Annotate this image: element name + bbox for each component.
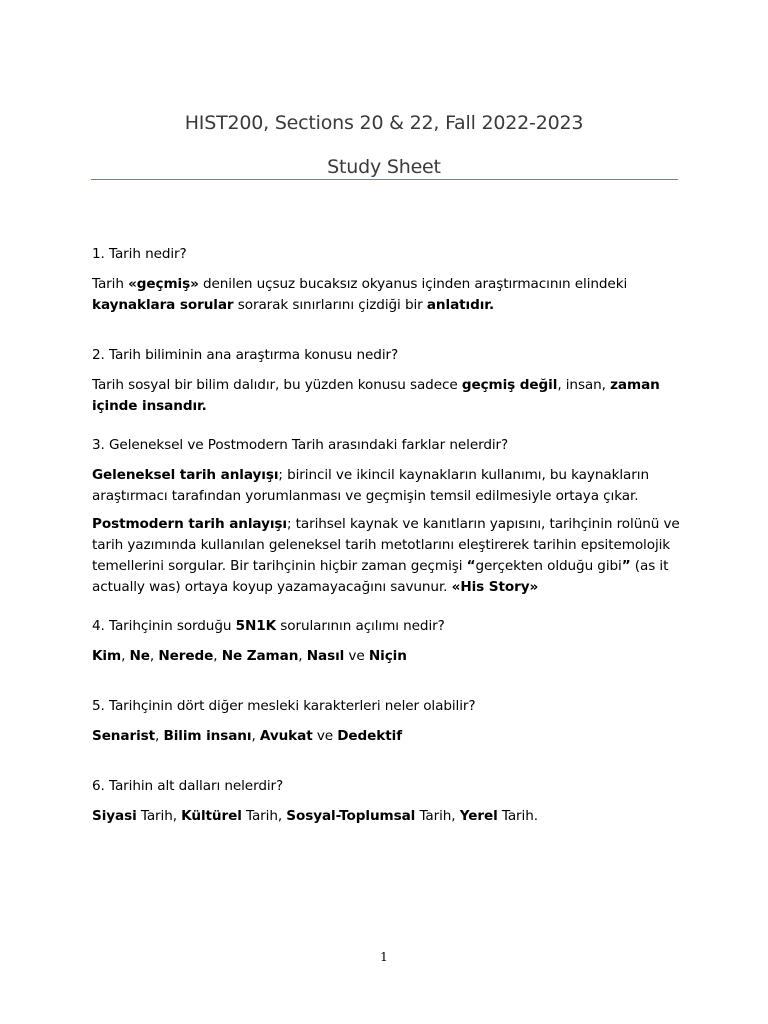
question-1: 1. Tarih nedir? <box>92 246 187 262</box>
document-title: HIST200, Sections 20 & 22, Fall 2022-2023 <box>184 112 584 134</box>
page-number: 1 <box>380 950 388 964</box>
title-divider <box>91 179 678 180</box>
question-3: 3. Geleneksel ve Postmodern Tarih arasındaki farklar nelerdir? <box>92 437 509 453</box>
answer-5: Senarist, Bilim insanı, Avukat ve Dedektif <box>92 728 403 744</box>
answer-6: Siyasi Tarih, Kültürel Tarih, Sosyal-Toplumsal Tarih, Yerel Tarih. <box>92 808 538 824</box>
answer-2: Tarih sosyal bir bilim dalıdır, bu yüzden konusu sadece geçmiş değil, insan, zaman içinde insandır. <box>92 377 660 414</box>
question-2: 2. Tarih biliminin ana araştırma konusu nedir? <box>92 347 399 363</box>
answer-4: Kim, Ne, Nerede, Ne Zaman, Nasıl ve Niçin <box>92 648 407 664</box>
question-5: 5. Tarihçinin dört diğer mesleki karakterleri neler olabilir? <box>92 698 476 714</box>
question-4: 4. Tarihçinin sorduğu 5N1K sorularının açılımı nedir? <box>92 618 445 634</box>
document-body <box>92 244 688 827</box>
question-6: 6. Tarihin alt dalları nelerdir? <box>92 778 284 794</box>
answer-3-postmodern: Postmodern tarih anlayışı; tarihsel kaynak ve kanıtların yapısını, tarihçinin rolünü ve tarih yazımında kullanılan geleneksel tarih metotlarını eleştirerek tarihin epsitemolojik temellerini sorgular. Bir tarihçinin hiçbir zaman geçmişi “gerçekten olduğu gibi” (as it actually was) ortaya koyup yazamayacağını savunur. «His Story» <box>92 516 680 595</box>
document-subtitle: Study Sheet <box>327 156 441 178</box>
answer-3-traditional: Geleneksel tarih anlayışı; birincil ve ikincil kaynakların kullanımı, bu kaynakların araştırmacı tarafından yorumlanması ve geçmişin temsil edilmesiyle ortaya çıkar. <box>92 467 649 504</box>
answer-1: Tarih «geçmiş» denilen uçsuz bucaksız okyanus içinden araştırmacının elindeki kaynaklara sorular sorarak sınırlarını çizdiği bir anlatıdır. <box>92 276 628 313</box>
